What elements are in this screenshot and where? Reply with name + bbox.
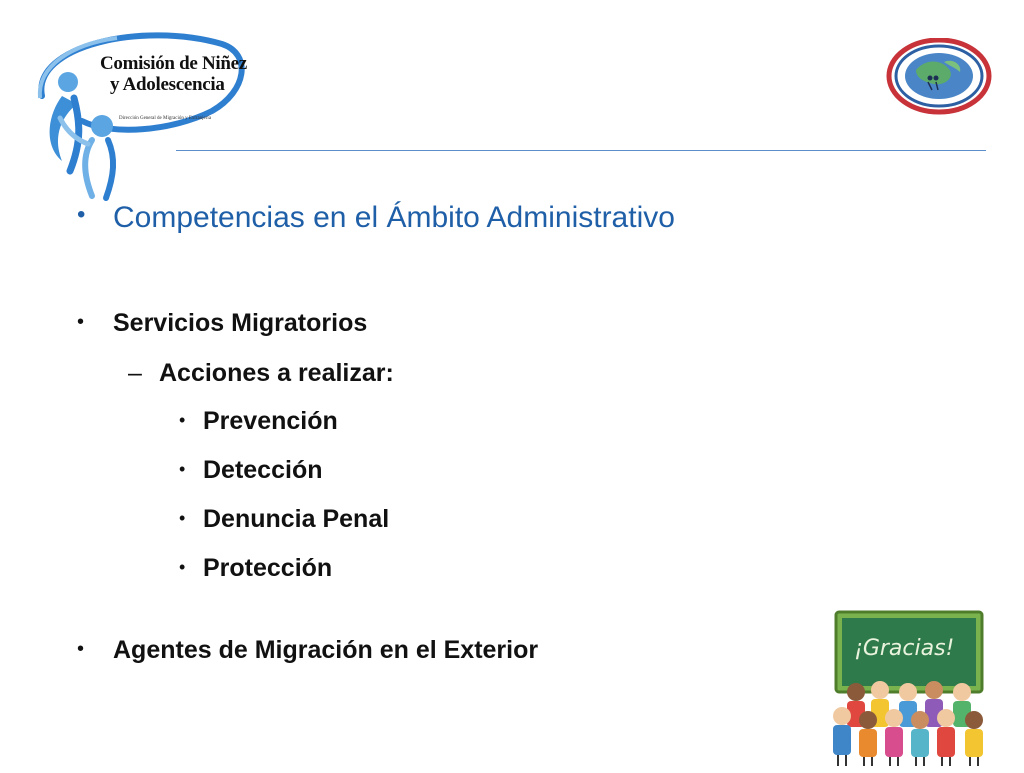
children-chalkboard-icon bbox=[822, 608, 994, 768]
heading-text: Competencias en el Ámbito Administrativo bbox=[113, 201, 675, 234]
header-divider bbox=[176, 150, 986, 151]
action-item-denuncia-penal bbox=[179, 505, 390, 534]
bullet-text: Agentes de Migración en el Exterior bbox=[113, 636, 539, 664]
bullet-text: Servicios Migratorios bbox=[113, 309, 368, 337]
action-item-deteccion bbox=[179, 456, 323, 485]
commission-logo-subtitle: Dirección General de Migración y Extranjería bbox=[119, 116, 212, 121]
bullet-marker: • bbox=[77, 311, 85, 333]
subbullet-text: Acciones a realizar: bbox=[159, 359, 394, 387]
bullet-servicios-migratorios bbox=[77, 309, 368, 338]
slide-heading bbox=[77, 201, 675, 235]
commission-logo-title bbox=[100, 53, 250, 95]
bullet-marker: • bbox=[179, 557, 186, 577]
action-text: Denuncia Penal bbox=[203, 505, 390, 533]
dgme-seal-icon bbox=[886, 38, 994, 116]
logo-title-line1: Comisión de Niñez bbox=[100, 53, 247, 74]
action-item-proteccion bbox=[179, 554, 333, 583]
bullet-marker: • bbox=[179, 508, 186, 528]
chalkboard-text: ¡Gracias! bbox=[854, 636, 955, 661]
action-text: Detección bbox=[203, 456, 323, 484]
commission-logo bbox=[22, 26, 247, 204]
bullet-marker: • bbox=[179, 459, 186, 479]
dash-marker: – bbox=[128, 359, 142, 387]
action-text: Protección bbox=[203, 554, 333, 582]
subbullet-acciones bbox=[128, 359, 394, 388]
action-item-prevencion bbox=[179, 407, 338, 436]
bullet-agentes-migracion bbox=[77, 636, 539, 665]
logo-title-line2: y Adolescencia bbox=[110, 74, 225, 95]
bullet-marker: • bbox=[77, 638, 85, 660]
bullet-marker: • bbox=[179, 410, 186, 430]
bullet-marker: • bbox=[77, 201, 86, 228]
action-text: Prevención bbox=[203, 407, 338, 435]
